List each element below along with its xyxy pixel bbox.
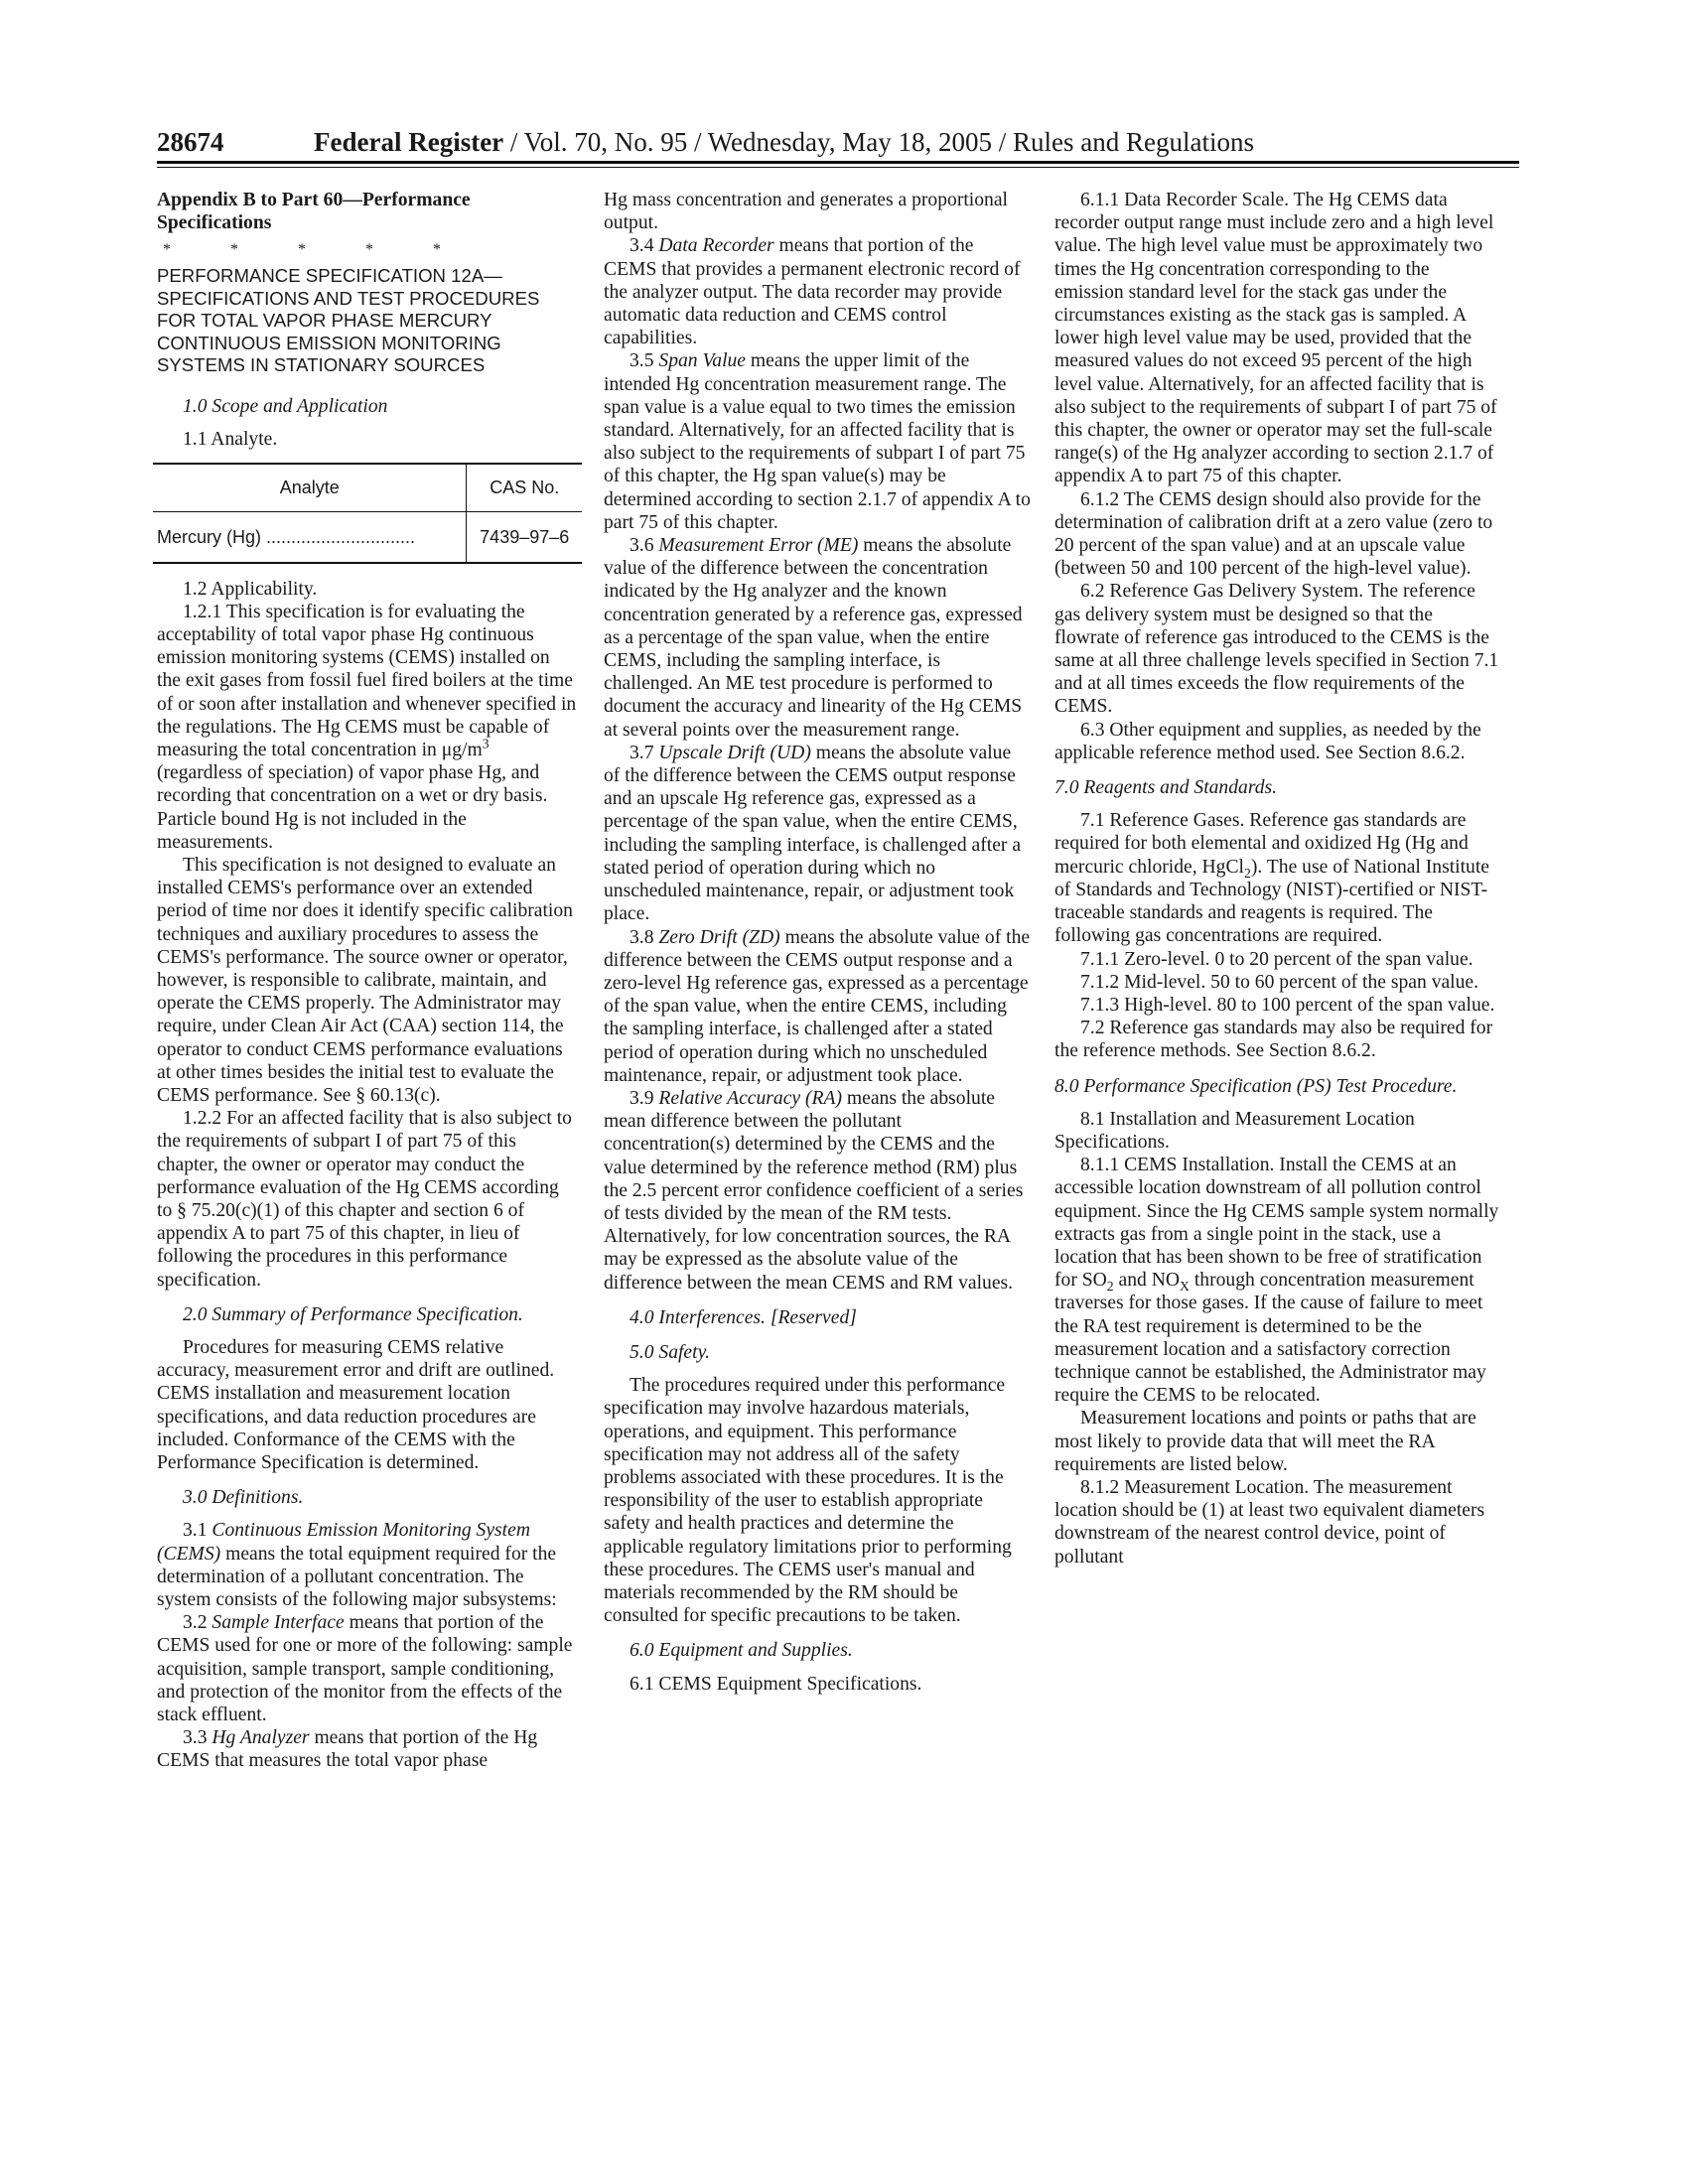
header-rule-thin: [157, 167, 1519, 168]
text-run: 1.2.1 This specification is for evaluating the acceptability of total vapor phase Hg continuous emission monitoring systems (CEMS) installed on the exit gases from fossil fuel fired boilers at the time of or soon after installation and whenever specified in the regulations. The Hg CEMS must be capable of measuring the total concentration in μg/m: [157, 601, 577, 760]
def-number: 3.7: [630, 742, 659, 763]
paragraph: 1.1 Analyte.: [183, 428, 278, 450]
def-body: means the absolute mean difference between the pollutant concentration(s) determined by the CEMS and the value determined by the reference method (RM) plus the 2.5 percent error confidence coefficient of a series of tests divided by the mean of the RM tests. Alternatively, for low concentration sources, the RA may be expressed as the absolute value of the difference between the mean CEMS and RM values.: [604, 1087, 1024, 1294]
column-1: [157, 189, 578, 1773]
paragraph: 7.1.2 Mid-level. 50 to 60 percent of the span value.: [1080, 971, 1479, 993]
paragraph: 6.1.2 The CEMS design should also provide for the determination of calibration drift at a zero value (zero to 20 percent of the span value) and at an upscale value (between 50 and 100 percent of the high-level value).: [1054, 488, 1493, 580]
def-body: means the upper limit of the intended Hg concentration measurement range. The span value is a value equal to two times the emission standard. Alternatively, for an affected facility that is also subject to the requirements of subpart I of part 75 of this chapter, the Hg span value(s) may be determined according to section 2.1.7 of appendix A to part 75 of this chapter.: [604, 350, 1031, 533]
def-term: Sample Interface: [211, 1612, 345, 1634]
paragraph: 8.1 Installation and Measurement Location Specifications.: [1054, 1108, 1415, 1153]
def-body: means the absolute value of the difference between the CEMS output response and a zero-level Hg reference gas, expressed as a percentage of the span value, when the entire CEMS, including the sampling interface, is challenged after a stated period of operation during which no unscheduled maintenance, repair, or adjustment took place.: [604, 926, 1031, 1086]
paragraph: Procedures for measuring CEMS relative accuracy, measurement error and drift are outlined. CEMS installation and measurement location specifications, and data reduction procedures are included. Conformance of the CEMS with the Performance Specification is determined.: [157, 1337, 555, 1474]
paragraph: 8.1.2 Measurement Location. The measurement location should be (1) at least two equivalent diameters downstream of the nearest control device, point of pollutant: [1054, 1476, 1485, 1568]
def-term: Relative Accuracy (RA): [658, 1087, 842, 1109]
section-heading: 1.0 Scope and Application: [183, 395, 388, 417]
paragraph: 7.1.1 Zero-level. 0 to 20 percent of the span value.: [1080, 948, 1474, 970]
column-2: [604, 189, 1031, 1696]
table-header: Analyte: [153, 464, 467, 512]
paragraph: 6.2 Reference Gas Delivery System. The reference gas delivery system must be designed so that the flowrate of reference gas introduced to the CEMS is the same at all three challenge levels specified in Section 7.1 and at all times exceeds the flow requirements of the CEMS.: [1054, 581, 1499, 718]
section-heading: 3.0 Definitions.: [183, 1487, 304, 1509]
paragraph: Hg mass concentration and generates a proportional output.: [604, 190, 1008, 234]
header-title: [314, 127, 1254, 158]
column-3: [1054, 189, 1499, 1569]
def-number: 3.2: [183, 1612, 212, 1634]
definition: [604, 1087, 1031, 1295]
def-term: Data Recorder: [658, 235, 774, 257]
paragraph: 6.1.1 Data Recorder Scale. The Hg CEMS data recorder output range must include zero and a high level value. The high level value must be approximately two times the Hg concentration corresponding to the emission standard level for the stack gas under the circumstances existing as the stack gas is sampled. A lower high level value may be used, provided that the measured values do not exceed 95 percent of the high level value. Alternatively, for an affected facility that is also subject to the requirements of subpart I of part 75 of this chapter, the owner or operator may set the full-scale range(s) of the Hg analyzer according to section 2.1.7 of appendix A to part 75 of this chapter.: [1054, 190, 1497, 487]
section-heading: 2.0 Summary of Performance Specification.: [183, 1303, 523, 1325]
def-number: 3.9: [630, 1087, 659, 1109]
subscript: X: [1180, 1279, 1190, 1295]
paragraph: This specification is not designed to evaluate an installed CEMS's performance over an extended period of time nor does it identify specific calibration techniques and auxiliary procedures to assess the CEMS's performance. The source owner or operator, however, is responsible to calibrate, maintain, and operate the CEMS properly. The Administrator may require, under Clean Air Act (CAA) section 114, the operator to conduct CEMS performance evaluations at other times besides the initial test to evaluate the CEMS performance. See § 60.13(c).: [157, 854, 573, 1106]
subscript: 2: [1243, 865, 1251, 881]
def-number: 3.3: [183, 1727, 212, 1749]
def-term: Hg Analyzer: [211, 1727, 310, 1749]
def-number: 3.5: [630, 350, 659, 372]
def-body: means the absolute value of the difference between the CEMS output response and an upscale Hg reference gas, expressed as a percentage of the span value, when the entire CEMS, including the sampling interface, is challenged after a stated period of operation during which no unscheduled maintenance, repair, or adjustment took place.: [604, 742, 1022, 925]
definition: [157, 1726, 578, 1772]
text-run: ). The use of National Institute of Standards and Technology (NIST)-certified or NIST-traceable standards and reagents is required. The following gas concentrations are required.: [1054, 856, 1489, 947]
definition: [157, 1519, 578, 1611]
section-heading: 6.0 Equipment and Supplies.: [630, 1640, 853, 1662]
def-number: 3.1: [183, 1520, 212, 1542]
definition: [157, 1611, 578, 1726]
def-body: means the absolute value of the difference between the concentration indicated by the Hg analyzer and the known concentration generated by a reference gas, expressed as a percentage of the span value, when the entire CEMS, including the sampling interface, is challenged. An ME test procedure is performed to document the accuracy and linearity of the Hg CEMS at several points over the measurement range.: [604, 535, 1023, 741]
def-body: means that portion of the CEMS that provides a permanent electronic record of the analyzer output. The data recorder may provide automatic data reduction and CEMS control capabilities.: [604, 235, 1021, 349]
def-body: means the total equipment required for the determination of a pollutant concentration. The system consists of the following major subsystems:: [157, 1543, 557, 1611]
text-run: through concentration measurement traverses for those gases. If the cause of failure to meet the RA test requirement is determined to be the measurement location and a satisfactory correction technique cannot be established, the Administrator may require the CEMS to be relocated.: [1054, 1270, 1486, 1407]
paragraph: 7.1.3 High-level. 80 to 100 percent of the span value.: [1080, 994, 1495, 1016]
ellipsis-stars: * * * * *: [163, 241, 469, 258]
definition: [604, 534, 1031, 742]
text-run: (regardless of speciation) of vapor phase Hg, and recording that concentration on a wet or dry basis. Particle bound Hg is not included in the measurements.: [157, 762, 548, 853]
section-heading: 4.0 Interferences. [Reserved]: [630, 1306, 857, 1328]
paragraph: 1.2.2 For an affected facility that is also subject to the requirements of subpart I of part 75 of this chapter, the owner or operator may conduct the performance evaluation of the Hg CEMS according to § 75.20(c)(1) of this chapter and section 6 of appendix A to part 75 of this chapter, in lieu of following the procedures in this performance specification.: [157, 1108, 572, 1291]
paragraph: [1054, 1154, 1499, 1407]
def-term: Measurement Error (ME): [658, 535, 859, 557]
def-number: 3.6: [630, 535, 659, 557]
superscript: 3: [482, 736, 490, 751]
def-number: 3.8: [630, 926, 659, 948]
def-number: 3.4: [630, 235, 659, 257]
def-body: means that portion of the CEMS used for one or more of the following: sample acquisition, sample transport, sample conditioning, and protection of the monitor from the effects of the stack effluent.: [157, 1612, 573, 1726]
paragraph: The procedures required under this performance specification may involve hazardous materials, operations, and equipment. This performance specification may not address all of the safety problems associated with these procedures. It is the responsibility of the user to establish appropriate safety and health practices and determine the applicable regulatory limitations prior to performing these procedures. The CEMS user's manual and materials recommended by the RM should be consulted for specific precautions to be taken.: [604, 1375, 1012, 1627]
page-header: [157, 123, 1519, 163]
page-number: 28674: [157, 127, 224, 157]
text-run: 7.1 Reference Gases. Reference gas standards are required for both elemental and oxidized Hg (Hg and mercuric chloride, HgCl: [1054, 810, 1469, 878]
paragraph: 6.3 Other equipment and supplies, as needed by the applicable reference method used. See Section 8.6.2.: [1054, 719, 1481, 763]
paragraph: 1.2 Applicability.: [183, 578, 318, 600]
paragraph: 6.1 CEMS Equipment Specifications.: [630, 1673, 922, 1695]
section-heading: 7.0 Reagents and Standards.: [1054, 777, 1278, 799]
text-run: 8.1.1 CEMS Installation. Install the CEMS at an accessible location downstream of all pollution control equipment. Since the Hg CEMS sample system normally extracts gas from a single point in the stack, use a location that has been shown to be free of stratification for SO: [1054, 1155, 1499, 1292]
def-body: means that portion of the Hg CEMS that measures the total vapor phase: [157, 1727, 538, 1772]
issue-info: / Vol. 70, No. 95 / Wednesday, May 18, 2005 / Rules and Regulations: [503, 127, 1254, 157]
header-rule-thick: [157, 161, 1519, 164]
section-heading: 8.0 Performance Specification (PS) Test Procedure.: [1054, 1075, 1458, 1097]
def-term: Upscale Drift (UD): [658, 742, 811, 763]
analyte-table: [153, 463, 582, 563]
subscript: 2: [1106, 1279, 1114, 1295]
paragraph: [157, 601, 578, 854]
paragraph: [1054, 809, 1499, 947]
paragraph: Measurement locations and points or paths that are most likely to provide data that will meet the RA requirements are listed below.: [1054, 1408, 1476, 1475]
definition: [604, 349, 1031, 534]
publication-name: Federal Register: [314, 127, 504, 157]
definition: [604, 234, 1031, 349]
table-header: CAS No.: [467, 464, 582, 512]
table-row: [153, 512, 582, 563]
definition: [604, 926, 1031, 1087]
def-term: Zero Drift (ZD): [658, 926, 780, 948]
def-term: Span Value: [658, 350, 747, 372]
table-cell: Mercury (Hg) ..............................: [153, 512, 467, 563]
text-run: and NO: [1113, 1270, 1181, 1292]
def-term: Continuous Emission Monitoring System (CEMS): [157, 1520, 530, 1565]
ps-title: PERFORMANCE SPECIFICATION 12A—SPECIFICATIONS AND TEST PROCEDURES FOR TOTAL VAPOR PHASE MERCURY CONTINUOUS EMISSION MONITORING SYSTEMS IN STATIONARY SOURCES: [157, 265, 540, 376]
section-heading: 5.0 Safety.: [630, 1341, 711, 1363]
definition: [604, 742, 1031, 926]
appendix-heading: Appendix B to Part 60—Performance Specifications: [157, 190, 471, 233]
table-cell: 7439–97–6: [467, 512, 582, 563]
paragraph: 7.2 Reference gas standards may also be required for the reference methods. See Section 8.6.2.: [1054, 1018, 1493, 1062]
